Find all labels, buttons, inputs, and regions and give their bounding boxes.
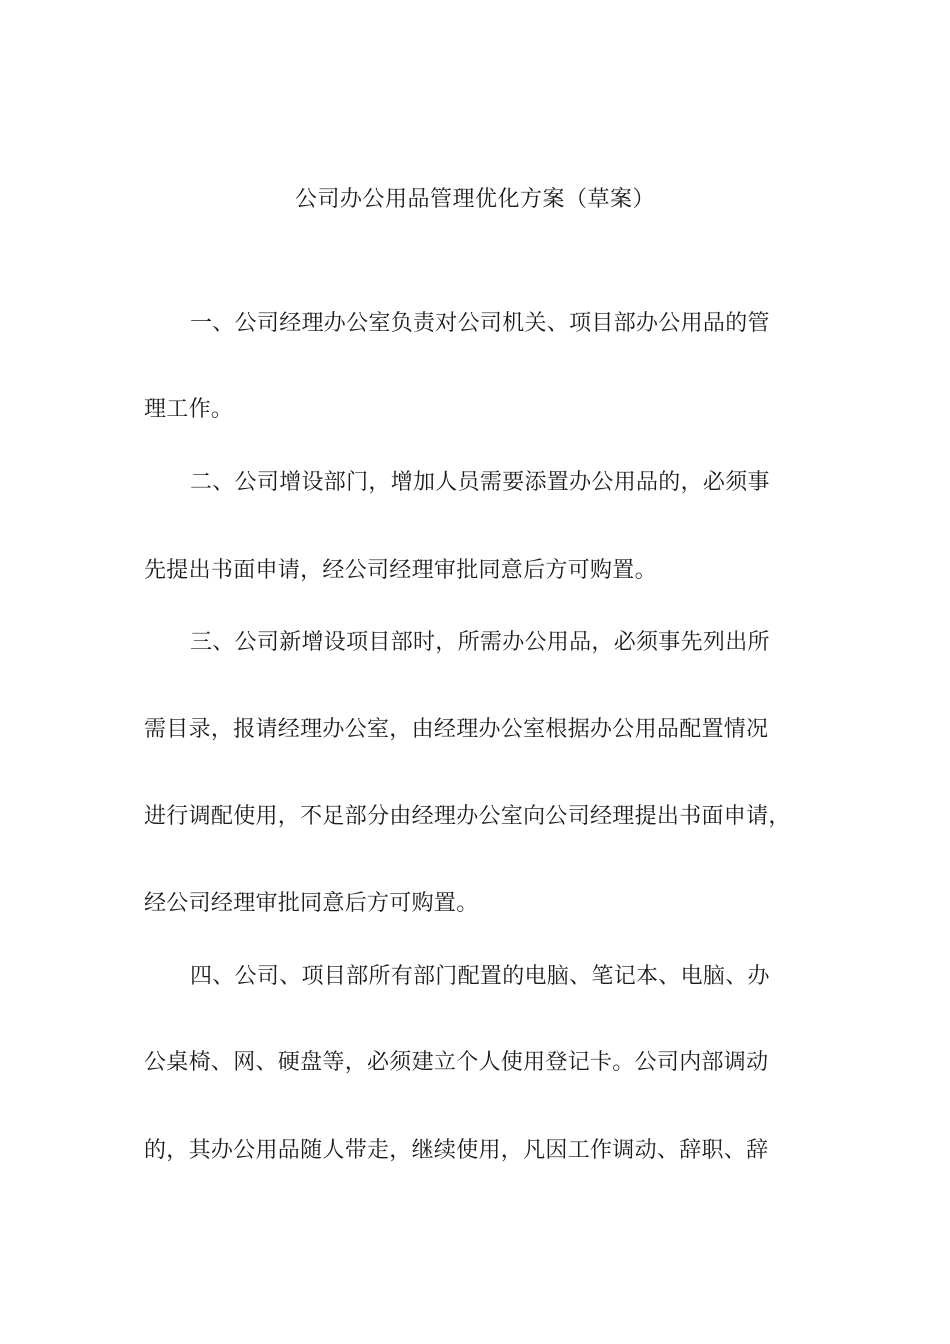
paragraph-line: 的，其办公用品随人带走，继续使用，凡因工作调动、辞职、辞 <box>144 1138 769 1163</box>
paragraph-line: 进行调配使用，不足部分由经理办公室向公司经理提出书面申请， <box>144 804 791 829</box>
paragraph-line: 一、公司经理办公室负责对公司机关、项目部办公用品的管 <box>190 311 770 336</box>
paragraph-line: 三、公司新增设项目部时，所需办公用品，必须事先列出所 <box>190 630 770 655</box>
paragraph-line: 先提出书面申请，经公司经理审批同意后方可购置。 <box>144 558 657 583</box>
paragraph-line: 公桌椅、网、硬盘等，必须建立个人使用登记卡。公司内部调动 <box>144 1050 769 1075</box>
paragraph-line: 二、公司增设部门，增加人员需要添置办公用品的，必须事 <box>190 470 770 495</box>
paragraph-line: 四、公司、项目部所有部门配置的电脑、笔记本、电脑、办 <box>190 964 770 989</box>
document-title: 公司办公用品管理优化方案（草案） <box>294 187 655 212</box>
paragraph-line: 经公司经理审批同意后方可购置。 <box>144 891 479 916</box>
paragraph-line: 需目录，报请经理办公室，由经理办公室根据办公用品配置情况 <box>144 717 769 742</box>
paragraph-line: 理工作。 <box>144 397 234 422</box>
